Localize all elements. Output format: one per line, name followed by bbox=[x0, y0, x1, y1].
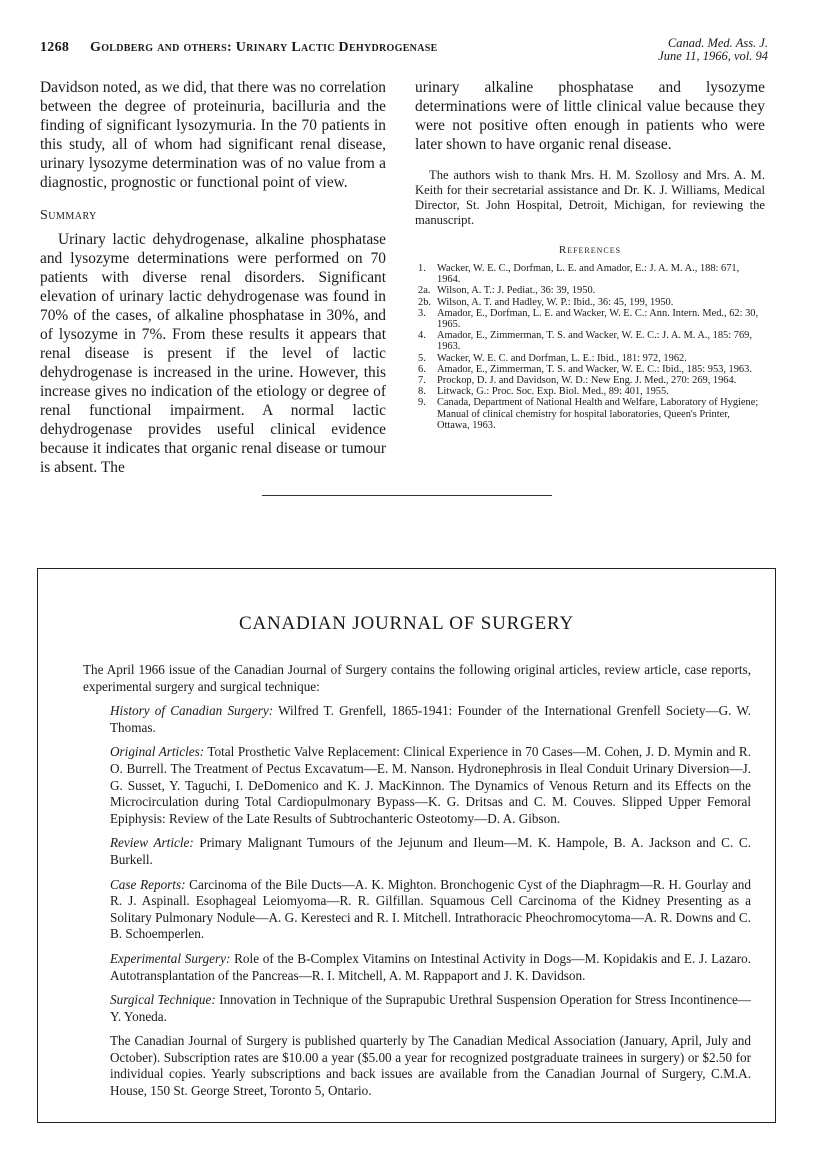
journal-name: Canad. Med. Ass. J. bbox=[667, 36, 768, 50]
reference-item bbox=[415, 397, 765, 431]
reference-item bbox=[415, 263, 765, 285]
review-article-label: Review Article: bbox=[110, 835, 194, 851]
reference-number: 4. bbox=[418, 330, 426, 342]
reference-item bbox=[415, 308, 765, 330]
reference-item bbox=[415, 364, 765, 375]
reference-text: Wacker, W. E. C., Dorfman, L. E. and Amador, E.: J. A. M. A., 188: 671, 1964. bbox=[437, 263, 740, 286]
journal-citation bbox=[658, 37, 768, 63]
experimental-surgery-entry bbox=[110, 951, 751, 984]
box-body bbox=[83, 662, 751, 1108]
surgical-technique-text: Innovation in Technique of the Suprapubic Urethral Suspension Operation for Stress Incontinence—Y. Yoneda. bbox=[110, 992, 751, 1024]
reference-text: Wacker, W. E. C. and Dorfman, L. E.: Ibid., 181: 972, 1962. bbox=[437, 352, 687, 364]
case-reports-label: Case Reports: bbox=[110, 876, 186, 892]
reference-number: 7. bbox=[418, 375, 426, 387]
original-articles-text: Total Prosthetic Valve Replacement: Clinical Experience in 70 Cases—M. Cohen, J. D. Mymin and R. O. Burrell. The Treatment of Pectus Excavatum—E. M. Nanson. Hydronephrosis in Ileal Conduit Urinary Diversion—J. G. Susset, Y. Taguchi, I. DeDomenico and K. J. MacKinnon. The Dynamics of Venous Return and its Effects on the Microcirculation during Total Cardiopulmonary Bypass—K. G. Dritsas and C. M. Couves. Slipped Upper Femoral Epiphysis: Review of the Late Results of Subtrochanteric Osteotomy—D. A. Gibson. bbox=[110, 744, 751, 826]
reference-number: 3. bbox=[418, 307, 426, 319]
reference-text: Amador, E., Dorfman, L. E. and Wacker, W. E. C.: Ann. Intern. Med., 62: 30, 1965. bbox=[437, 307, 759, 331]
summary-heading: Summary bbox=[40, 208, 97, 223]
reference-item bbox=[415, 297, 765, 308]
reference-item bbox=[415, 375, 765, 386]
surgical-technique-label: Surgical Technique: bbox=[110, 992, 216, 1008]
reference-item bbox=[415, 285, 765, 296]
announcement-box bbox=[37, 568, 776, 1123]
reference-text: Amador, E., Zimmerman, T. S. and Wacker, W. E. C.: Ibid., 185: 953, 1963. bbox=[437, 363, 752, 375]
reference-number: 6. bbox=[418, 363, 426, 375]
reference-number: 2a. bbox=[418, 285, 431, 297]
reference-text: Litwack, G.: Proc. Soc. Exp. Biol. Med., 89: 401, 1955. bbox=[437, 386, 669, 398]
journal-date-volume: June 11, 1966, vol. 94 bbox=[658, 49, 768, 63]
reference-list bbox=[415, 263, 765, 431]
reference-number: 2b. bbox=[418, 296, 431, 308]
review-article-entry bbox=[110, 835, 751, 868]
history-entry bbox=[110, 703, 751, 736]
case-reports-entry bbox=[110, 877, 751, 943]
running-title: Goldberg and others: Urinary Lactic Dehydrogenase bbox=[90, 40, 438, 55]
reference-item bbox=[415, 353, 765, 364]
review-article-text: Primary Malignant Tumours of the Jejunum and Ileum—M. K. Hampole, B. A. Jackson and C. C. Burkell. bbox=[110, 835, 751, 867]
reference-text: Prockop, D. J. and Davidson, W. D.: New Eng. J. Med., 270: 269, 1964. bbox=[437, 375, 737, 387]
reference-item bbox=[415, 386, 765, 397]
summary-continuation: urinary alkaline phosphatase and lysozyme determinations were of little clinical value because they were not positive often enough in patients who were later shown to have organic renal disease. bbox=[415, 79, 765, 153]
experimental-surgery-label: Experimental Surgery: bbox=[110, 950, 231, 966]
case-reports-text: Carcinoma of the Bile Ducts—A. K. Mighton. Bronchogenic Cyst of the Diaphragm—R. H. Gourlay and R. J. Aspinall. Esophageal Leiomyoma—R. R. Gilfillan. Squamous Cell Carcinoma of the Kidney Presenting as a Solitary Pulmonary Nodule—A. G. Keresteci and R. I. Mitchell. Intrathoracic Pheochromocytoma—A. R. Downs and C. B. Schoemperlen. bbox=[110, 876, 751, 942]
reference-text: Wilson, A. T.: J. Pediat., 36: 39, 1950. bbox=[437, 285, 596, 297]
summary-paragraph: Urinary lactic dehydrogenase, alkaline phosphatase and lysozyme determinations were performed on 70 patients with diverse renal disorders. Significant elevation of urinary lactic dehydrogenase was found in 70% of the cases, of alkaline phosphatase in 30%, and of lysozyme in 7%. From these results it appears that renal disease is present if the level of lactic dehydrogenase is increased in the urine. However, this increase gives no indication of the etiology or degree of renal functional impairment. A normal lactic dehydrogenase provides useful clinical evidence because it indicates that organic renal disease or tumour is absent. The bbox=[40, 231, 386, 476]
reference-item bbox=[415, 330, 765, 352]
surgical-technique-entry bbox=[110, 992, 751, 1025]
reference-number: 1. bbox=[418, 263, 426, 274]
references-heading: References bbox=[558, 244, 622, 256]
subscription-note: The Canadian Journal of Surgery is published quarterly by The Canadian Medical Association (January, April, July and October). Subscription rates are $10.00 a year ($5.00 a year for recognized postgraduate trainees in surgery) or $2.50 for individual copies. Yearly subscriptions and back issues are available from the Canadian Journal of Surgery, C.M.A. House, 150 St. George Street, Toronto 5, Ontario. bbox=[110, 1033, 751, 1099]
experimental-surgery-text: Role of the B-Complex Vitamins on Intestinal Activity in Dogs—M. Kopidakis and E. J. Lazaro. Autotransplantation of the Pancreas—R. I. Mitchell, A. M. Rappaport and J. K. Davidson. bbox=[110, 950, 752, 983]
history-text: Wilfred T. Grenfell, 1865-1941: Founder of the International Grenfell Society—G. W. Thomas. bbox=[110, 703, 751, 735]
reference-number: 5. bbox=[418, 352, 426, 364]
reference-text: Amador, E., Zimmerman, T. S. and Wacker, W. E. C.: J. A. M. A., 185: 769, 1963. bbox=[437, 330, 752, 353]
reference-number: 9. bbox=[418, 397, 426, 409]
box-intro: The April 1966 issue of the Canadian Journal of Surgery contains the following original articles, review article, case reports, experimental surgery and surgical technique: bbox=[83, 662, 751, 694]
original-articles-label: Original Articles: bbox=[110, 744, 205, 760]
section-divider bbox=[262, 495, 552, 496]
original-articles-entry bbox=[110, 744, 751, 827]
box-title: CANADIAN JOURNAL OF SURGERY bbox=[239, 613, 574, 634]
acknowledgement: The authors wish to thank Mrs. H. M. Szollosy and Mrs. A. M. Keith for their secretarial assistance and Dr. K. J. Williams, Medical Director, St. John Hospital, Detroit, Michigan, for reviewing the manuscript. bbox=[415, 168, 765, 227]
history-label: History of Canadian Surgery: bbox=[110, 703, 274, 719]
reference-number: 8. bbox=[418, 386, 426, 398]
left-column bbox=[40, 78, 386, 477]
reference-text: Canada, Department of National Health and Welfare, Laboratory of Hygiene; Manual of clinical chemistry for hospital laboratories, Queen's Printer, Ottawa, 1963. bbox=[437, 397, 759, 431]
reference-text: Wilson, A. T. and Hadley, W. P.: Ibid., 36: 45, 199, 1950. bbox=[437, 296, 674, 308]
discussion-paragraph: Davidson noted, as we did, that there was no correlation between the degree of proteinuria, bacilluria and the finding of significant lysozymuria. In the 70 patients in this study, all of whom had significant renal disease, urinary lysozyme determination was of no value from a diagnostic, prognostic or functional point of view. bbox=[40, 79, 386, 191]
right-column bbox=[415, 78, 765, 431]
page-number: 1268 bbox=[40, 40, 70, 55]
